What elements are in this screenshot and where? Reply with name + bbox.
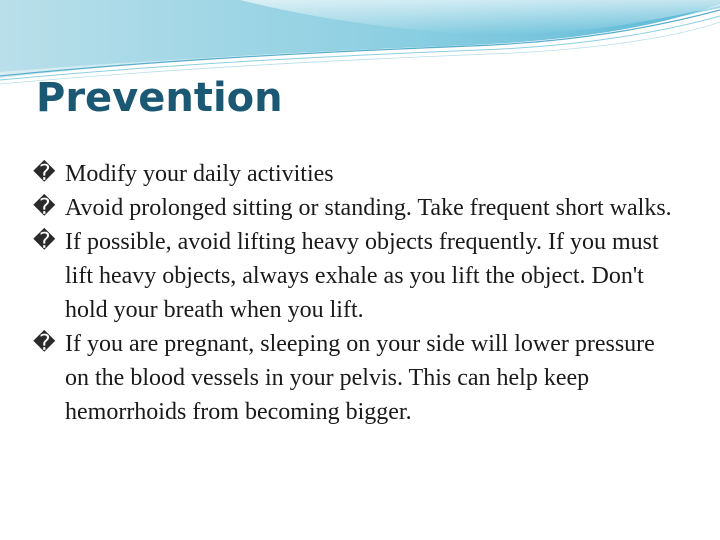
bullet-text: If possible, avoid lifting heavy objects frequently. If you must lift heavy objects, always exhale as you lift the object. Don't hold your breath when you lift. <box>65 229 659 323</box>
bullet-marker-icon: � <box>33 161 56 186</box>
bullet-list <box>33 157 683 429</box>
bullet-text: Avoid prolonged sitting or standing. Take frequent short walks. <box>65 195 672 221</box>
bullet-item <box>33 225 683 327</box>
bullet-item <box>33 327 683 429</box>
bullet-item <box>33 191 683 225</box>
bullet-item <box>33 157 683 191</box>
bullet-marker-icon: � <box>33 195 56 220</box>
bullet-text: If you are pregnant, sleeping on your side will lower pressure on the blood vessels in your pelvis. This can help keep hemorrhoids from becoming bigger. <box>65 331 655 425</box>
slide-title: Prevention <box>36 75 283 121</box>
bullet-marker-icon: � <box>33 331 56 356</box>
bullet-marker-icon: � <box>33 229 56 254</box>
bullet-text: Modify your daily activities <box>65 161 334 187</box>
